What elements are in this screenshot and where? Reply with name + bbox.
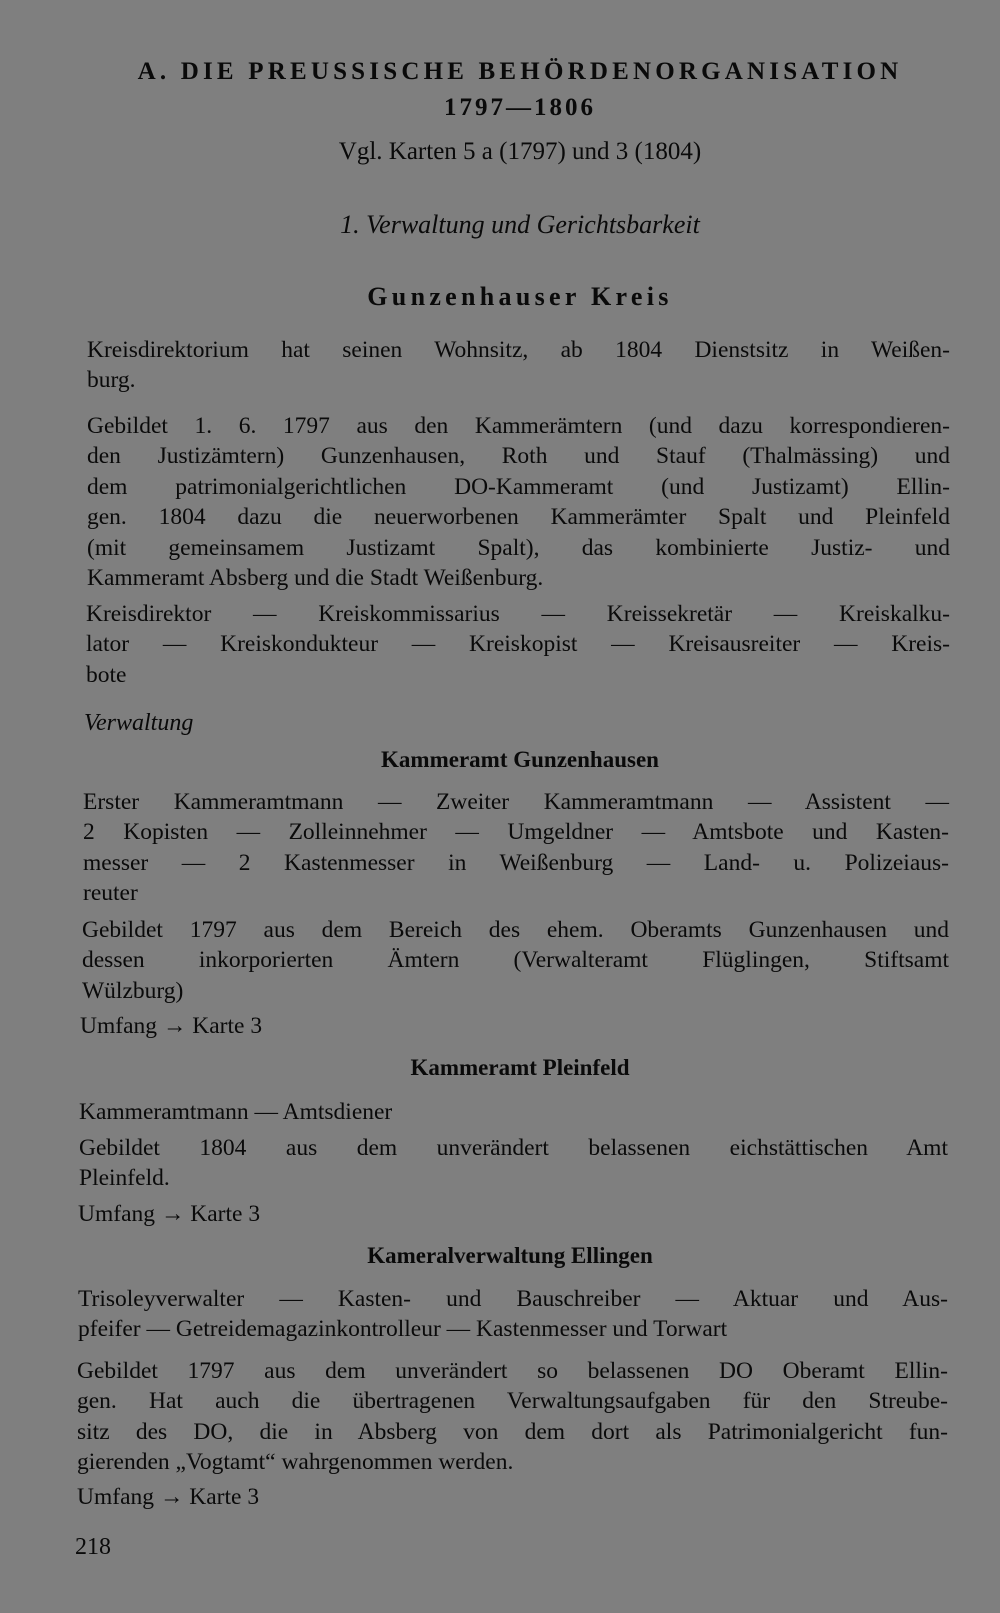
text-line: 2 Kopisten — Zolleinnehmer — Umgeldner — Amtsbote und Kasten- — [83, 819, 949, 846]
intro-paragraph-3 — [86, 599, 950, 690]
verwaltung-label: Verwaltung — [84, 710, 194, 736]
text-line: den Justizämtern) Gunzenhausen, Roth und Stauf (Thalmässing) und — [87, 443, 950, 470]
amt-pleinfeld-formed — [79, 1133, 948, 1194]
text-line: Kreisdirektorium hat seinen Wohnsitz, ab 1804 Dienstsitz in Weißen- — [87, 337, 950, 363]
text-line: Kammeramtmann — Amtsdiener — [79, 1099, 393, 1125]
text-line: Pleinfeld. — [79, 1165, 170, 1192]
amt-ellingen-staff — [78, 1284, 948, 1345]
amt-ellingen-formed — [77, 1356, 948, 1478]
amt-pleinfeld-title: Kammeramt Pleinfeld — [410, 1055, 630, 1080]
amt-pleinfeld-staff — [79, 1097, 392, 1127]
text-line: Gebildet 1797 aus dem Bereich des ehem. Oberamts Gunzenhausen und — [82, 917, 949, 943]
text-line: Wülzburg) — [82, 977, 184, 1004]
text-line: gen. Hat auch die übertragenen Verwaltungsaufgaben für den Streube- — [77, 1388, 948, 1415]
kreis-title: Gunzenhauser Kreis — [367, 282, 673, 311]
amt-ellingen-umfang: Umfang → Karte 3 — [77, 1484, 260, 1510]
text-line: lator — Kreiskondukteur — Kreiskopist — Kreisausreiter — Kreis- — [86, 631, 950, 658]
text-line: Gebildet 1804 aus dem unverändert belassenen eichstättischen Amt — [79, 1135, 948, 1161]
text-line: dem patrimonialgerichtlichen DO-Kammeramt (und Justizamt) Ellin- — [87, 473, 950, 500]
text-line: reuter — [83, 880, 138, 907]
text-line: gierenden „Vogtamt“ wahrgenommen werden. — [77, 1449, 514, 1476]
text-line: Gebildet 1797 aus dem unverändert so belassenen DO Oberamt Ellin- — [77, 1358, 948, 1384]
text-line: pfeifer — Getreidemagazinkontrolleur — Kastenmesser und Torwart — [78, 1316, 728, 1343]
text-line: Kammeramt Absberg und die Stadt Weißenburg. — [87, 565, 544, 592]
text-line: (mit gemeinsamem Justizamt Spalt), das kombinierte Justiz- und — [87, 534, 950, 561]
amt-pleinfeld-umfang: Umfang → Karte 3 — [78, 1201, 261, 1227]
map-reference: Vgl. Karten 5 a (1797) und 3 (1804) — [338, 138, 702, 165]
main-heading: A. DIE PREUSSISCHE BEHÖRDENORGANISATION — [137, 58, 903, 85]
text-line: messer — 2 Kastenmesser in Weißenburg — Land- u. Polizeiaus- — [83, 849, 949, 876]
heading-years: 1797—1806 — [444, 94, 596, 121]
text-line: gen. 1804 dazu die neuerworbenen Kammerämter Spalt und Pleinfeld — [87, 504, 950, 531]
text-line: bote — [86, 661, 127, 688]
page-number: 218 — [75, 1534, 111, 1560]
text-line: Erster Kammeramtmann — Zweiter Kammeramtmann — Assistent — — [83, 789, 949, 815]
text-line: Trisoleyverwalter — Kasten- und Bauschreiber — Aktuar und Aus- — [78, 1286, 948, 1312]
intro-paragraph-1 — [87, 335, 950, 396]
text-line: dessen inkorporierten Ämtern (Verwalteramt Flüglingen, Stiftsamt — [82, 947, 949, 974]
section-title: 1. Verwaltung und Gerichtsbarkeit — [340, 210, 700, 239]
amt-gunzenhausen-title: Kammeramt Gunzenhausen — [381, 747, 659, 772]
text-line: Kreisdirektor — Kreiskommissarius — Kreissekretär — Kreiskalku- — [86, 601, 950, 627]
amt-gunzenhausen-staff — [83, 787, 949, 909]
text-line: sitz des DO, die in Absberg von dem dort als Patrimonialgericht fun- — [77, 1418, 948, 1445]
text-line: Gebildet 1. 6. 1797 aus den Kammerämtern (und dazu korrespondieren- — [87, 413, 950, 439]
amt-ellingen-title: Kameralverwaltung Ellingen — [367, 1243, 653, 1268]
amt-gunzenhausen-umfang: Umfang → Karte 3 — [80, 1013, 263, 1039]
intro-paragraph-2 — [87, 411, 950, 593]
text-line: burg. — [87, 367, 136, 394]
amt-gunzenhausen-formed — [82, 915, 949, 1006]
